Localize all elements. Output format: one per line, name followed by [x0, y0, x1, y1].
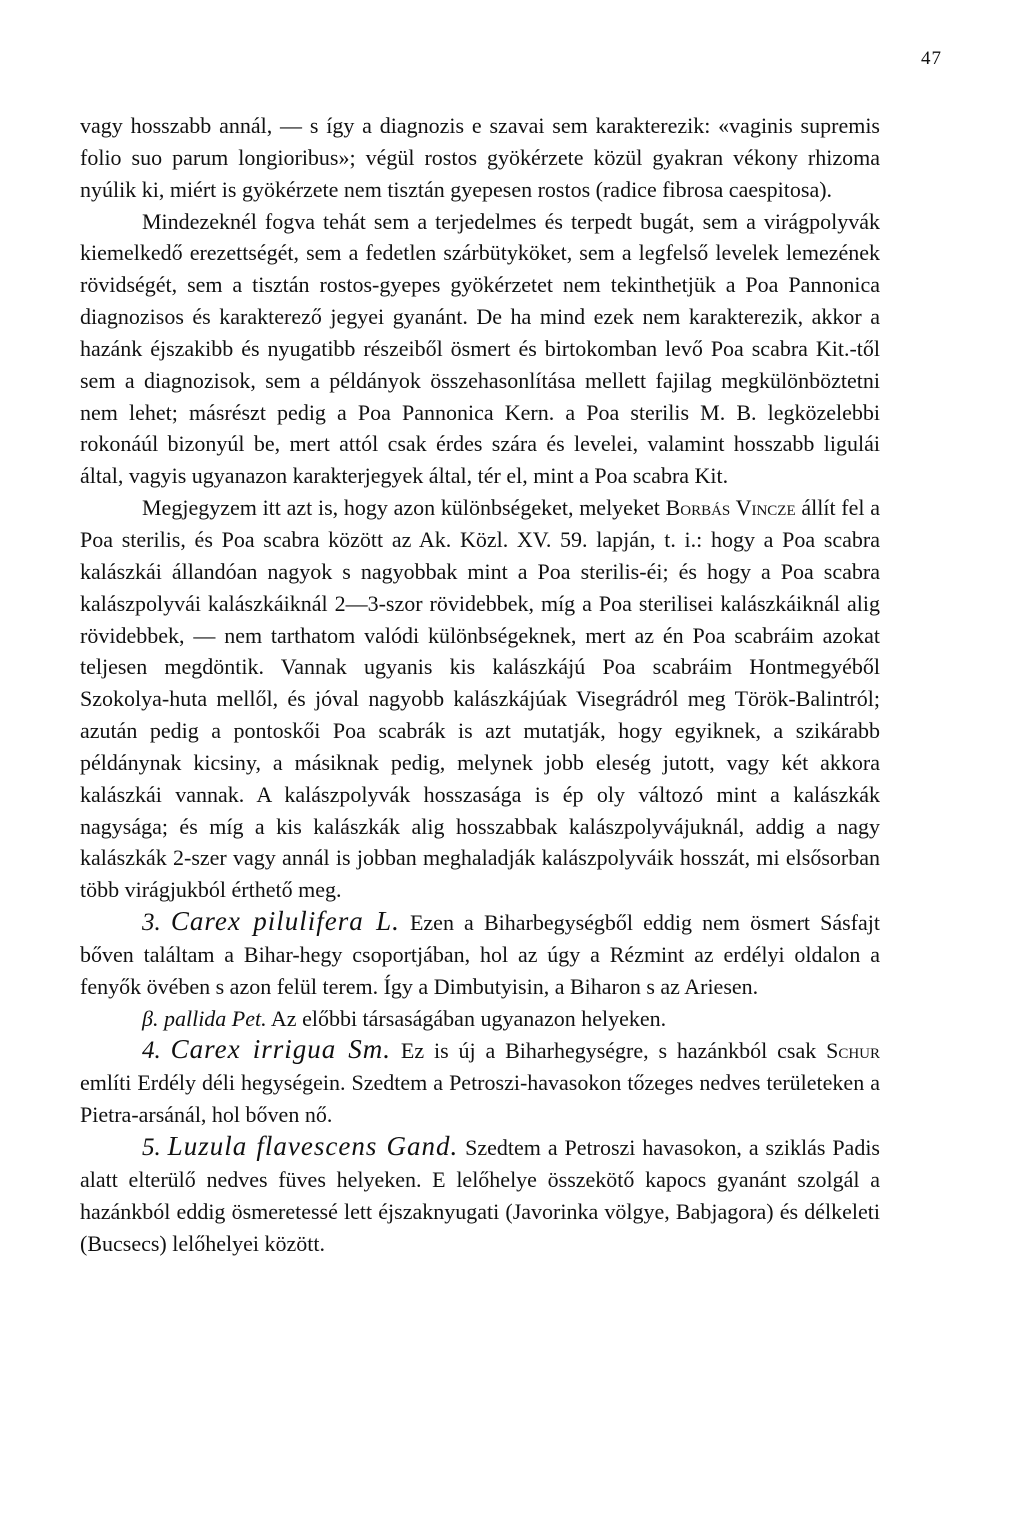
entry-number: 3. [142, 909, 161, 937]
variety-entry-pallida [80, 1003, 880, 1035]
page-number: 47 [921, 48, 942, 69]
entry-number: 4. [142, 1037, 161, 1065]
entry-text-before: Ez is új a Biharhegységre, s hazánkból csak [391, 1038, 827, 1064]
entry-text-after: említi Erdély déli hegységein. Szedtem a Petroszi-havasokon tőzeges nedves területeken a Pietra-arsánál, hol bőven nő. [80, 1070, 880, 1128]
species-name: Carex pilulifera L. [170, 906, 400, 937]
paragraph-3-text-before: Megjegyzem itt azt is, hogy azon különbségeket, melyeket [142, 495, 666, 521]
entry-text: Szedtem a Petroszi havasokon, a sziklás Padis alatt elterülő nedves füves helyeken. E lelőhelye összekötő kapocs gyanánt szolgál a hazánkból eddig ösmeretessé lett éjszaknyugati (Javorinka völgye, Babjagora) és délkeleti (Bucsecs) lelőhelyei között. [80, 1135, 880, 1256]
variety-marker: β. [142, 1005, 159, 1031]
paragraph-2: Mindezeknél fogva tehát sem a terjedelmes és terpedt bugát, sem a virágpolyvák kiemelkedő erezettségét, sem a fedetlen szárbütyköket, sem a legfelső levelek lemezének rövidségét, sem a tisztán rostos-gyepes gyökérzetet nem tekinthetjük a Poa Pannonica diagnozisos és karakterező jegyei gyanánt. De ha mind ezek nem karakterezik, akkor a hazánk éjszakibb és nyugatibb részeiből ösmert és birtokomban levő Poa scabra Kit.-től sem a diagnozisok, sem a példányok összehasonlítása mellett fajilag megkülönböztetni nem lehet; másrészt pedig a Poa Pannonica Kern. a Poa sterilis M. B. legközelebbi rokonáúl bizonyúl be, mert attól csak érdes szára és levelei, valamint hosszabb ligulái által, vagyis ugyanazon karakterjegyek által, tér el, mint a Poa scabra Kit. [80, 208, 880, 489]
paragraph-3-text-after: állít fel a Poa sterilis, és Poa scabra között az Ak. Közl. XV. 59. lapján, t. i.: hogy a Poa scabra kalászkái állandóan nagyok s nagyobbak mint a Poa sterilis-éi; és hogy a Poa scabra kalászpolyvái kalászkáiknál 2—3-szor rövidebbek, míg a Poa sterilisei kalászkáiknál alig rövidebbek, — nem tarthatom valódi különbségeknek, mert az én Poa scabráim azokat teljesen megdöntik. Vannak ugyanis kis kalászkájú Poa scabráim Hontmegyéből Szokolya-huta mellől, és jóval nagyobb kalászkájúak Visegrádról meg Török-Balintról; azután pedig a pontoskői Poa scabrák is azt mutatják, hogy egyiknek, a szikárabb példánynak kicsiny, a másiknak pedig, melynek jobb eleség jutott, vagy két akkora kalászkái vannak. A kalászpolyvák hosszasága is ép oly változó mint a kalászkák nagysága; és míg a kis kalászkák alig hosszabbak kalászpolyvájuknál, addig a nagy kalászkák 2-szer vagy annál is jobban meghaladják kalászpolyváik hosszát, mi elsősorban több virágjukból érthető meg. [80, 495, 881, 903]
entry-text: Ezen a Biharbegységből eddig nem ösmert Sásfajt bőven találtam a Bihar-hegy csoportjában, hol az úgy a Rézmint az erdélyi oldalon a fenyők övében s azon felül terem. Így a Dimbutyisin, a Biharon s az Ariesen. [80, 910, 880, 999]
author-name-schur: Schur [826, 1038, 881, 1064]
entry-number: 5. [142, 1134, 161, 1161]
species-entry-carex-irrigua [80, 1034, 880, 1131]
species-entry-luzula-flavescens [80, 1131, 880, 1259]
author-name-borbas: Borbás Vincze [665, 495, 796, 521]
variety-name: pallida Pet. [163, 1005, 267, 1031]
entry-text: Az előbbi társaságában ugyanazon helyeken. [266, 1005, 667, 1031]
species-name: Carex irrigua Sm. [170, 1034, 392, 1065]
paragraph-1: vagy hosszabb annál, — s így a diagnozis e szavai sem karakterezik: «vaginis supremis folio suo parum longioribus»; végül rostos gyökérzete közül gyakran vékony rhizoma nyúlik ki, miért is gyökérzete nem tisztán gyepesen rostos (radice fibrosa caespitosa). [80, 113, 880, 202]
body-text [80, 110, 880, 1259]
species-name: Luzula flavescens Gand. [167, 1131, 459, 1161]
paragraph-3 [80, 492, 880, 906]
species-entry-carex-pilulifera [80, 906, 880, 1003]
